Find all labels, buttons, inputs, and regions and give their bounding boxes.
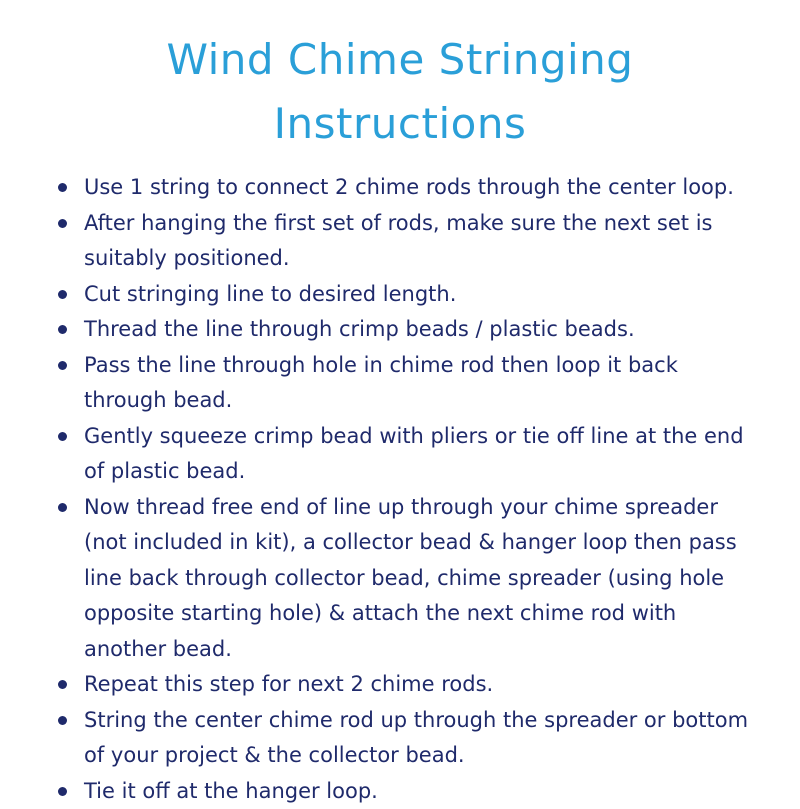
instruction-text: Use 1 string to connect 2 chime rods through the center loop. bbox=[84, 175, 734, 199]
list-item bbox=[54, 703, 754, 774]
bullet-icon bbox=[58, 183, 67, 192]
list-item bbox=[54, 277, 754, 313]
list-item bbox=[54, 348, 754, 419]
list-item bbox=[54, 170, 754, 206]
instructions-list bbox=[54, 170, 754, 809]
bullet-icon bbox=[58, 219, 67, 228]
list-item bbox=[54, 490, 754, 668]
list-item bbox=[54, 667, 754, 703]
instruction-text: Tie it off at the hanger loop. bbox=[84, 779, 378, 803]
list-item bbox=[54, 419, 754, 490]
bullet-icon bbox=[58, 432, 67, 441]
page-title bbox=[0, 28, 800, 156]
instruction-text: Thread the line through crimp beads / plastic beads. bbox=[84, 317, 635, 341]
list-item bbox=[54, 312, 754, 348]
title-line-2: Instructions bbox=[0, 92, 800, 156]
title-line-1: Wind Chime Stringing bbox=[0, 28, 800, 92]
bullet-icon bbox=[58, 787, 67, 796]
instruction-text: Repeat this step for next 2 chime rods. bbox=[84, 672, 493, 696]
instruction-text: Pass the line through hole in chime rod then loop it back through bead. bbox=[84, 353, 678, 413]
bullet-icon bbox=[58, 290, 67, 299]
list-item bbox=[54, 774, 754, 809]
bullet-icon bbox=[58, 361, 67, 370]
bullet-icon bbox=[58, 503, 67, 512]
bullet-icon bbox=[58, 680, 67, 689]
bullet-icon bbox=[58, 716, 67, 725]
instruction-text: Gently squeeze crimp bead with pliers or tie off line at the end of plastic bead. bbox=[84, 424, 744, 484]
bullet-icon bbox=[58, 325, 67, 334]
instruction-text: String the center chime rod up through the spreader or bottom of your project & the collector bead. bbox=[84, 708, 748, 768]
list-item bbox=[54, 206, 754, 277]
instruction-text: Cut stringing line to desired length. bbox=[84, 282, 456, 306]
instruction-text: Now thread free end of line up through your chime spreader (not included in kit), a collector bead & hanger loop then pass line back through collector bead, chime spreader (using hole opposite starting hole) & attach the next chime rod with another bead. bbox=[84, 495, 737, 661]
instruction-text: After hanging the first set of rods, make sure the next set is suitably positioned. bbox=[84, 211, 712, 271]
